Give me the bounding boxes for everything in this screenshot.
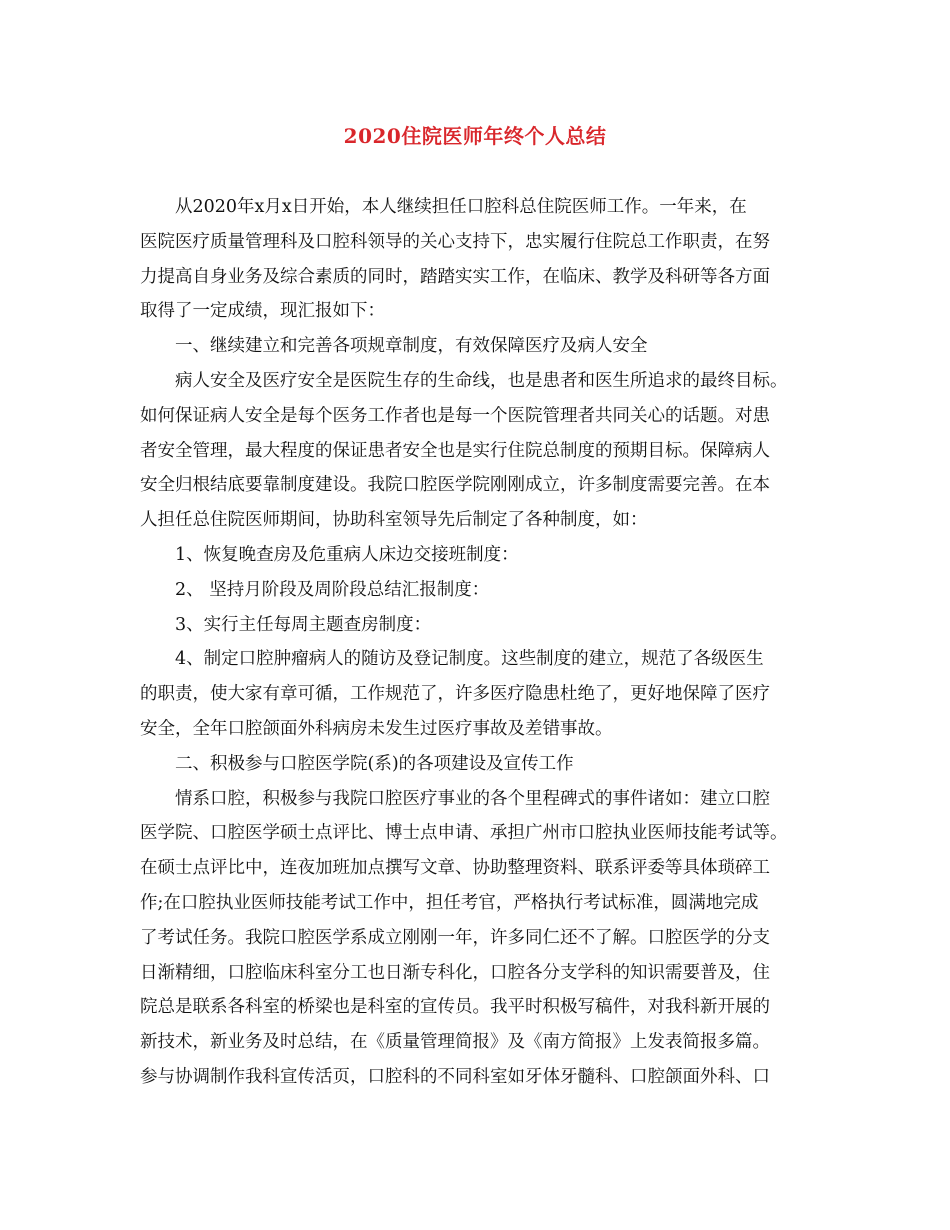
paragraph-line: 日渐精细，口腔临床科室分工也日渐专科化，口腔各分支学科的知识需要普及，住 — [140, 962, 770, 983]
paragraph-line: 力提高自身业务及综合素质的同时，踏踏实实工作，在临床、教学及科研等各方面 — [140, 266, 770, 287]
list-item: 1、恢复晚查房及危重病人床边交接班制度： — [175, 544, 519, 565]
document-body — [140, 190, 810, 1095]
list-item: 2、 坚持月阶段及周阶段总结汇报制度： — [175, 579, 490, 600]
paragraph-line: 病人安全及医疗安全是医院生存的生命线，也是患者和医生所追求的最终目标。 — [175, 370, 788, 391]
list-item: 4、制定口腔肿瘤病人的随访及登记制度。这些制度的建立，规范了各级医生 — [175, 649, 764, 670]
list-item: 3、实行主任每周主题查房制度： — [175, 614, 432, 635]
paragraph-line: 医院医疗质量管理科及口腔科领导的关心支持下，忠实履行住院总工作职责，在努 — [140, 231, 770, 252]
paragraph-line: 情系口腔，积极参与我院口腔医疗事业的各个里程碑式的事件诸如：建立口腔 — [175, 788, 770, 809]
paragraph-line: 参与协调制作我科宣传活页，口腔科的不同科室如牙体牙髓科、口腔颌面外科、口 — [140, 1066, 770, 1087]
section-heading: 一、继续建立和完善各项规章制度，有效保障医疗及病人安全 — [175, 336, 648, 357]
paragraph-line: 取得了一定成绩，现汇报如下： — [140, 301, 385, 322]
paragraph-line: 安全，全年口腔颌面外科病房未发生过医疗事故及差错事故。 — [140, 718, 613, 739]
paragraph-line: 的职责，使大家有章可循，工作规范了，许多医疗隐患杜绝了，更好地保障了医疗 — [140, 684, 770, 705]
paragraph-line: 作;在口腔执业医师技能考试工作中，担任考官，严格执行考试标准，圆满地完成 — [140, 892, 759, 913]
paragraph-line: 从2020年x月x日开始，本人继续担任口腔科总住院医师工作。一年来，在 — [175, 197, 747, 217]
paragraph-line: 了考试任务。我院口腔医学系成立刚刚一年，许多同仁还不了解。口腔医学的分支 — [140, 927, 770, 948]
paragraph-line: 院总是联系各科室的桥梁也是科室的宣传员。我平时积极写稿件，对我科新开展的 — [140, 997, 770, 1018]
paragraph-line: 安全归根结底要靠制度建设。我院口腔医学院刚刚成立，许多制度需要完善。在本 — [140, 475, 770, 496]
section-heading: 二、积极参与口腔医学院(系)的各项建设及宣传工作 — [175, 753, 574, 774]
paragraph-line: 在硕士点评比中，连夜加班加点撰写文章、协助整理资料、联系评委等具体琐碎工 — [140, 858, 770, 879]
paragraph-line: 如何保证病人安全是每个医务工作者也是每一个医院管理者共同关心的话题。对患 — [140, 405, 770, 426]
paragraph-line: 人担任总住院医师期间，协助科室领导先后制定了各种制度，如： — [140, 510, 648, 531]
paragraph-line: 医学院、口腔医学硕士点评比、博士点申请、承担广州市口腔执业医师技能考试等。 — [140, 823, 788, 844]
document-title: 2020住院医师年终个人总结 — [343, 124, 607, 148]
paragraph-line: 新技术，新业务及时总结，在《质量管理简报》及《南方简报》上发表简报多篇。 — [140, 1032, 770, 1053]
paragraph-line: 者安全管理，最大程度的保证患者安全也是实行住院总制度的预期目标。保障病人 — [140, 440, 770, 461]
